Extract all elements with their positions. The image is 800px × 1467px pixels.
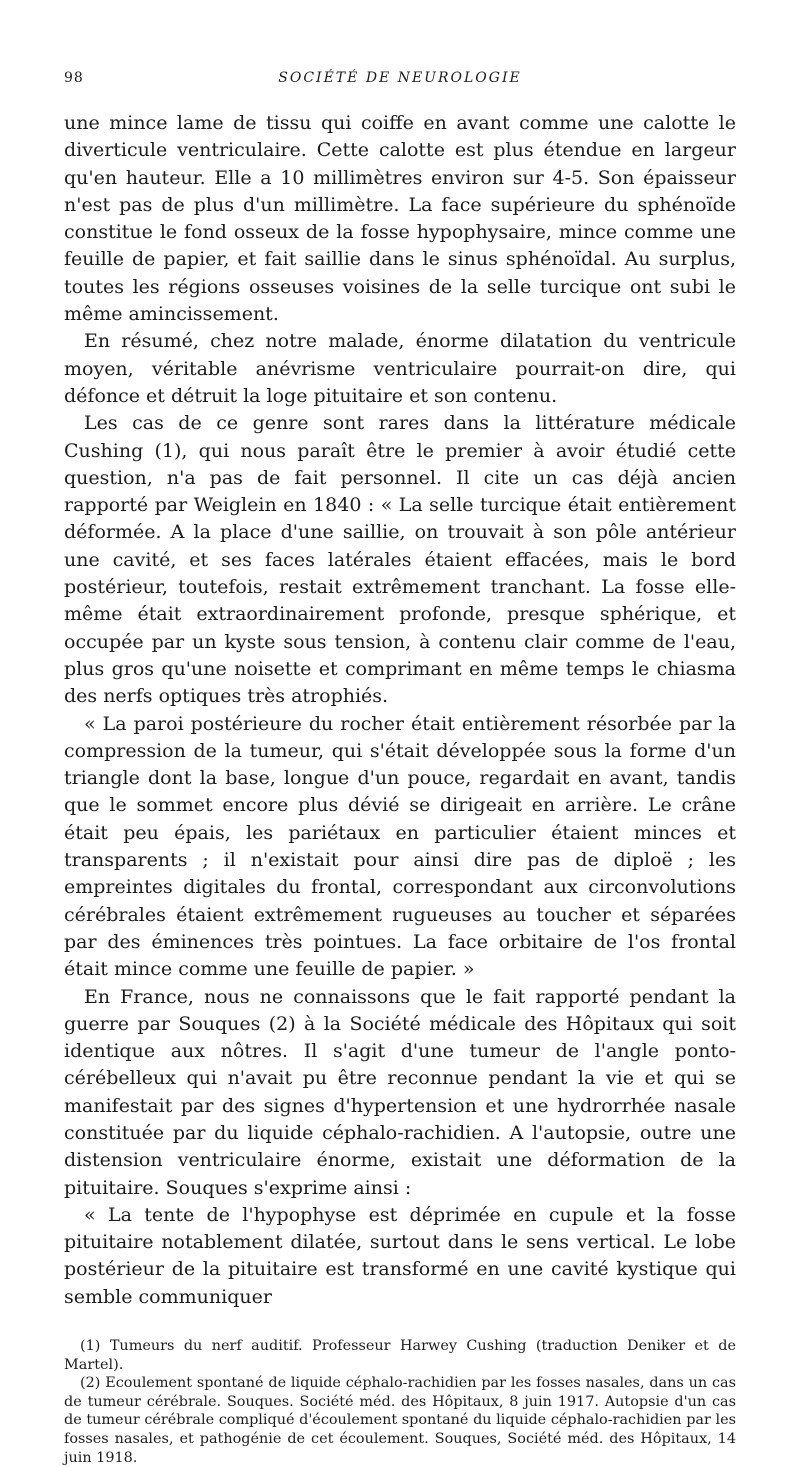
running-head [64,70,736,94]
page [64,70,736,1467]
paragraph-souques-quote: « La tente de l'hypophyse est déprimée en cupule et la fosse pituitaire notablement dilatée, surtout dans le sens vertical. Le lobe postérieur de la pituitaire est transformé en une cavité kystique qui semble communiquer [64,1203,736,1308]
paragraph-france: En France, nous ne connaissons que le fait rapporté pendant la guerre par Souques (2) à la Société médicale des Hôpitaux qui soit identique aux nôtres. Il s'agit d'une tumeur de l'angle ponto-cérébelleux qui n'avait pu être reconnue pendant la vie et qui se manifestait par des signes d'hypertension et une hydrorrhée nasale constituée par du liquide céphalo-rachidien. A l'autopsie, outre une distension ventriculaire énorme, existait une déformation de la pituitaire. Souques s'exprime ainsi : [64,985,736,1199]
footnote-2: (2) Ecoulement spontané de liquide céphalo-rachidien par les fosses nasales, dans un cas de tumeur cérébrale. Souques. Société méd. des Hôpitaux, 8 juin 1917. Autopsie d'un cas de tumeur cérébrale compliqué d'écoulement spontané du liquide céphalo-rachidien par les fosses nasales, et pathogénie de cet écoulement. Souques, Société méd. des Hôpitaux, 14 juin 1918. [64,1375,736,1466]
body-text [64,110,736,1311]
paragraph-literature: Les cas de ce genre sont rares dans la littérature médicale Cushing (1), qui nous paraît être le premier à avoir étudié cette question, n'a pas de fait personnel. Il cite un cas déjà ancien rapporté par Weiglein en 1840 : « La selle turcique était entièrement déformée. A la place d'une saillie, on trouvait à son pôle antérieur une cavité, et ses faces latérales étaient effacées, mais le bord postérieur, toutefois, restait extrêmement tranchant. La fosse elle-même était extraordinairement profonde, presque sphérique, et occupée par un kyste sous tension, à contenu clair comme de l'eau, plus gros qu'une noisette et comprimant en même temps le chiasma des nerfs optiques très atrophiés. [64,412,736,708]
page-number: 98 [64,70,84,86]
paragraph-continuation: une mince lame de tissu qui coiffe en avant comme une calotte le diverticule ventriculaire. Cette calotte est plus étendue en largeur qu'en hauteur. Elle a 10 millimètres environ sur 4-5. Son épaisseur n'est pas de plus d'un millimètre. La face supérieure du sphénoïde constitue le fond osseux de la fosse hypophysaire, mince comme une feuille de papier, et fait saillie dans le sinus sphénoïdal. Au surplus, toutes les régions osseuses voisines de la selle turcique ont subi le même amincissement. [64,112,736,326]
footnote-1: (1) Tumeurs du nerf auditif. Professeur Harwey Cushing (traduction Deniker et de Martel). [64,1338,736,1373]
journal-title: SOCIÉTÉ DE NEUROLOGIE [278,70,522,86]
paragraph-summary: En résumé, chez notre malade, énorme dilatation du ventricule moyen, véritable anévrisme ventriculaire pourrait-on dire, qui défonce et détruit la loge pituitaire et son contenu. [64,330,736,407]
paragraph-quotation: « La paroi postérieure du rocher était entièrement résorbée par la compression de la tumeur, qui s'était développée sous la forme d'un triangle dont la base, longue d'un pouce, regardait en avant, tandis que le sommet encore plus dévié se dirigeait en arrière. Le crâne était peu épais, les pariétaux en particulier étaient minces et transparents ; il n'existait pour ainsi dire pas de diploë ; les empreintes digitales du frontal, correspondant aux circonvolutions cérébrales étaient extrêmement rugueuses au toucher et séparées par des éminences très pointues. La face orbitaire de l'os frontal était mince comme une feuille de papier. » [64,712,736,981]
footnotes [64,1337,736,1467]
